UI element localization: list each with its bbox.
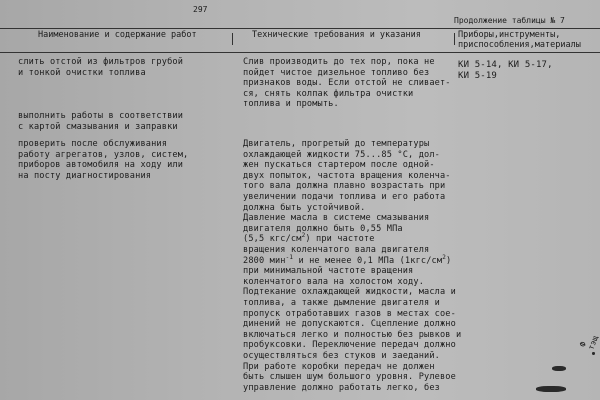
- header-col-tools: Приборы,инструменты, приспособления,материалы: [458, 30, 581, 50]
- ink-dot: [592, 352, 595, 355]
- row3-work: проверить после обслуживания работу агрегатов, узлов, систем, приборов автомобиля на ходу или на посту диагностирования: [18, 139, 189, 181]
- row3-rpm-line-b: 2800 мин$^{-1}$ и не менее 0,1 МПа $(1кгс/см^2)$: [243, 253, 452, 266]
- row2-work: выполнить работы в соответствии с картой смазывания и заправки: [18, 111, 184, 132]
- margin-handwriting: Ф тэщ: [578, 334, 600, 352]
- ink-smudge: [536, 386, 566, 392]
- header-col-requirements: Технические требования и указания: [252, 30, 421, 40]
- page-number: 297: [193, 5, 208, 14]
- ink-smudge: [552, 366, 566, 371]
- header-top-rule: [0, 28, 600, 29]
- row3-requirements-b: при минимальной частоте вращения коленчатого вала на холостом ходу. Подтекание охлаждающей жидкости, масла и топлива, а также дымление двигателя и пропуск отработавших газов в местах сое- динений не допускаются. Сцепление должно включаться легко и полностью без рывков и пробуксовки. Переключение передач должно осуществляться без стуков и заеданий. При работе коробки передач не должен быть слышен шум большого уровня. Рулевое управление должно работать легко, без: [243, 266, 462, 393]
- column-divider: [454, 33, 455, 45]
- header-bottom-rule: [0, 52, 600, 53]
- table-continuation-label: Продолжение таблицы № 7: [454, 16, 565, 25]
- row3-rpm-line-a: вращения коленчатого вала двигателя: [243, 245, 430, 255]
- row3-requirements-a: Двигатель, прогретый до температуры охлаждающей жидкости 75...85 °С, дол- жен пускаться стартером после одной- двух попыток, частота вращения коленча- того вала должна плавно возрастать при увеличении подачи топлива и его работа должна быть устойчивой. Давление масла в системе смазывания двигателя должно быть 0,55 МПа: [243, 139, 451, 234]
- row1-requirements: Слив производить до тех пор, пока не пойдет чистое дизельное топливо без признаков воды. Если отстой не сливает- ся, снять колпак фильтра очистки топлива и промыть.: [243, 57, 451, 110]
- header-col-work: Наименование и содержание работ: [38, 30, 197, 40]
- row3-pressure-line: (5,5 кгс/$см^2$) при частоте: [243, 232, 375, 245]
- row1-tools: КИ 5-14, КИ 5-17, КИ 5-19: [458, 60, 553, 81]
- row1-work: слить отстой из фильтров грубой и тонкой очистки топлива: [18, 57, 184, 78]
- column-divider: [232, 33, 233, 45]
